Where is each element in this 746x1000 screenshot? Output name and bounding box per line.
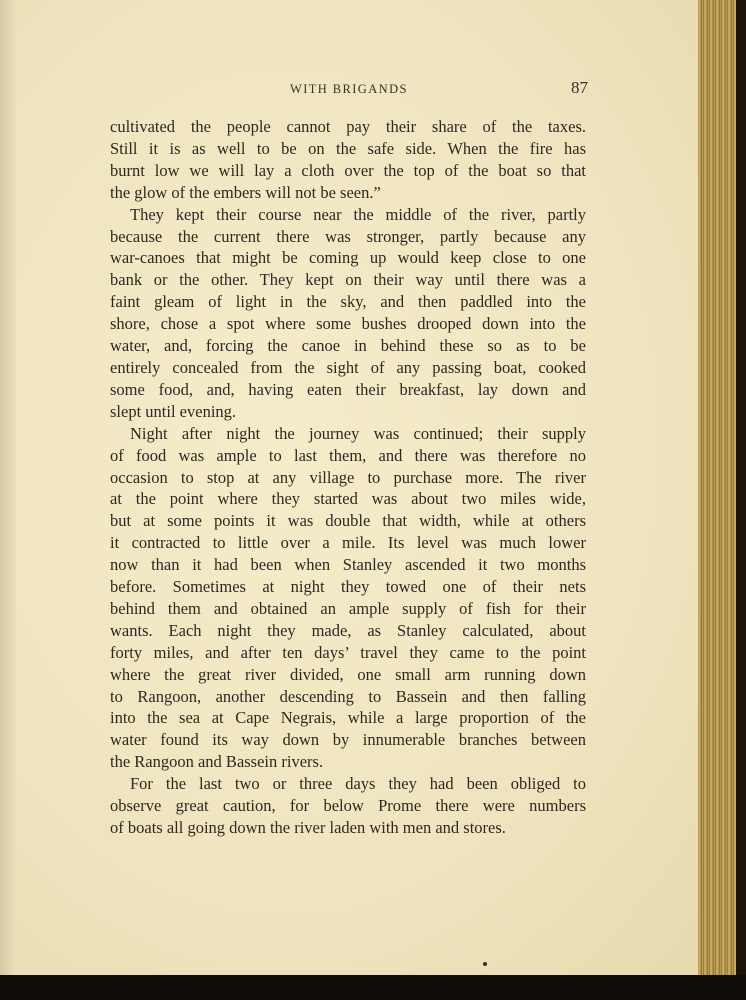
text-line: some food, and, having eaten their breakfast, lay down and: [110, 379, 586, 399]
text-line: of boats all going down the river laden with men and stores.: [110, 818, 506, 837]
paragraph: [110, 773, 586, 839]
scan-bottom-border: [0, 975, 746, 1000]
text-line: They kept their course near the middle of the river, partly: [130, 204, 586, 224]
text-line: slept until evening.: [110, 401, 237, 421]
paragraph: [110, 423, 586, 774]
text-line: faint gleam of light in the sky, and then paddled into the: [110, 292, 586, 312]
text-line: shore, chose a spot where some bushes drooped down into the: [110, 314, 586, 334]
text-line: water, and, forcing the canoe in behind these so as to be: [110, 336, 586, 356]
paragraph: [110, 204, 586, 423]
text-line: Still it is as well to be on the safe side. When the fire has: [110, 138, 586, 158]
text-line: the Rangoon and Bassein rivers.: [110, 752, 324, 772]
text-line: For the last two or three days they had been obliged to: [130, 774, 586, 794]
text-line: but at some points it was double that width, while at others: [110, 511, 586, 531]
text-line: at the point where they started was about two miles wide,: [110, 489, 586, 509]
text-line: wants. Each night they made, as Stanley calculated, about: [110, 620, 586, 640]
text-line: forty miles, and after ten days’ travel they came to the point: [110, 642, 586, 662]
text-line: where the great river divided, one small arm running down: [110, 664, 586, 684]
text-line: cultivated the people cannot pay their share of the taxes.: [110, 117, 586, 136]
text-line: into the sea at Cape Negrais, while a large proportion of the: [110, 708, 586, 728]
text-line: war-canoes that might be coming up would keep close to one: [110, 248, 586, 268]
paragraph: [110, 116, 586, 204]
body-text: [110, 116, 586, 839]
text-line: observe great caution, for below Prome there were numbers: [110, 796, 586, 816]
page-number: 87: [571, 78, 588, 97]
text-line: to Rangoon, another descending to Bassein and then falling: [110, 686, 586, 706]
text-line: bank or the other. They kept on their way until there was a: [110, 270, 586, 290]
book-cover-edge: [736, 0, 746, 1000]
ink-speck: [483, 962, 487, 966]
text-line: Night after night the journey was continued; their supply: [130, 423, 586, 443]
text-line: occasion to stop at any village to purchase more. The river: [110, 467, 586, 487]
text-line: water found its way down by innumerable branches between: [110, 730, 586, 750]
text-line: the glow of the embers will not be seen.”: [110, 182, 381, 202]
text-line: of food was ample to last them, and there was therefore no: [110, 445, 586, 465]
text-line: entirely concealed from the sight of any passing boat, cooked: [110, 357, 586, 377]
text-line: now than it had been when Stanley ascended it two months: [110, 555, 586, 575]
text-line: because the current there was stronger, partly because any: [110, 226, 586, 246]
text-line: it contracted to little over a mile. Its level was much lower: [110, 533, 586, 553]
text-line: burnt low we will lay a cloth over the top of the boat so that: [110, 160, 586, 180]
page-header: [110, 78, 588, 102]
page-gutter: [0, 0, 16, 982]
text-line: before. Sometimes at night they towed one of their nets: [110, 577, 586, 597]
running-head: WITH BRIGANDS: [290, 82, 408, 96]
text-line: behind them and obtained an ample supply of fish for their: [110, 598, 586, 618]
